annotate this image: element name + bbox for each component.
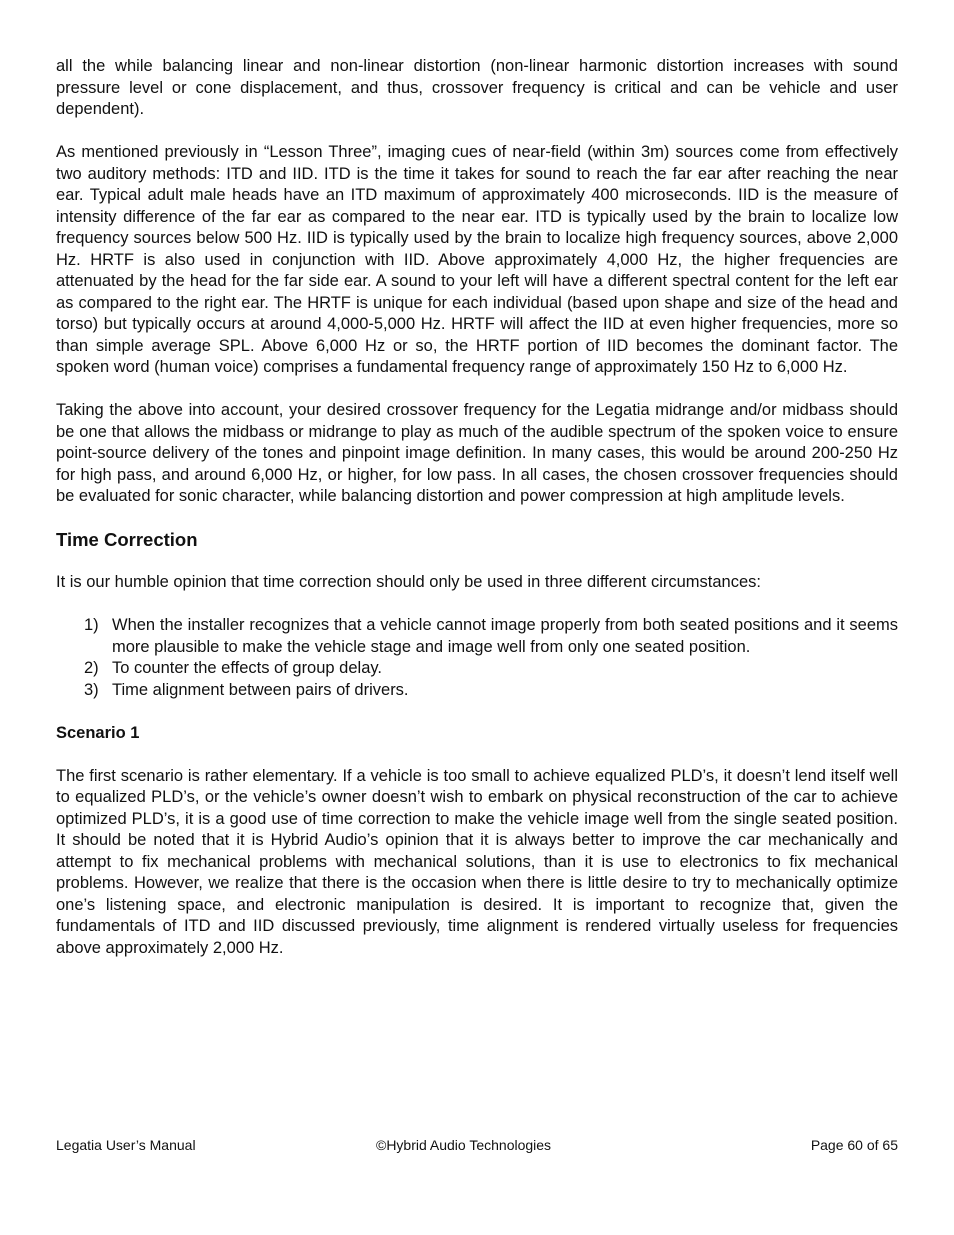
footer-copyright: ©Hybrid Audio Technologies [376, 1137, 552, 1153]
section-intro: It is our humble opinion that time correction should only be used in three different circumstances: [56, 573, 761, 591]
document-page [56, 56, 898, 981]
section-title: Time Correction [56, 529, 198, 550]
list-item-number: 1) [84, 616, 99, 634]
list-item [56, 615, 898, 658]
list-item-number: 2) [84, 659, 99, 677]
scenario-title: Scenario 1 [56, 723, 140, 742]
scenario-body: The first scenario is rather elementary. If a vehicle is too small to achieve equalized PLD’s, it doesn’t lend itself well to equalized PLD’s, or the vehicle’s owner doesn’t wish to embark on physical reconstruction of the car to achieve optimized PLD’s, it is a good use of time correction to make the vehicle image well from the single seated position. It should be noted that it is Hybrid Audio’s opinion that it is always better to improve the car mechanically and attempt to fix mechanical problems with mechanical solutions, than it is use to electronics to fix mechanical problems. However, we realize that there is the occasion when there is little desire to try to mechanically optimize one’s listening space, and electronic manipulation is desired. It is important to recognize that, given the fundamentals of ITD and IID discussed previously, time alignment is rendered virtually useless for frequencies above approximately 2,000 Hz. [56, 766, 898, 957]
paragraph-crossover: Taking the above into account, your desired crossover frequency for the Legatia midrange and/or midbass should be one that allows the midbass or midrange to play as much of the audible spectrum of the spoken voice to ensure point-source delivery of the tones and pinpoint image definition. In many cases, this would be around 200-250 Hz for high pass, and around 6,000 Hz, or higher, for low pass. In all cases, the chosen crossover frequencies should be evaluated for sonic character, while balancing distortion and power compression at high amplitude levels. [56, 401, 898, 505]
paragraph-distortion: all the while balancing linear and non-linear distortion (non-linear harmonic distortion increases with sound pressure level or cone displacement, and thus, crossover frequency is critical and can be vehicle and user dependent). [56, 57, 898, 118]
list-item-number: 3) [84, 680, 99, 699]
paragraph-imaging-cues: As mentioned previously in “Lesson Three”, imaging cues of near-field (within 3m) sources come from effectively two auditory methods: ITD and IID. ITD is the time it takes for sound to reach the far ear after reaching the near ear. Typical adult male heads have an ITD maximum of approximately 400 microseconds. IID is the measure of intensity difference of the far ear as compared to the near ear. ITD is typically used by the brain to localize low frequency sources below 500 Hz. IID is typically used by the brain to localize high frequency sources, above 2,000 Hz. HRTF is also used in conjunction with IID. Above approximately 4,000 Hz, the higher frequencies are attenuated by the head for the far side ear. A sound to your left will have a different spectral content for the left ear as compared to the right ear. The HRTF is unique for each individual (based upon shape and size of the head and torso) but typically occurs at around 4,000-5,000 Hz. HRTF will affect the IID at even higher frequencies, more so than simple average SPL. Above 6,000 Hz or so, the HRTF portion of IID becomes the dominant factor. The spoken word (human voice) comprises a fundamental frequency range of approximately 150 Hz to 6,000 Hz. [56, 143, 898, 376]
page-footer [56, 1136, 898, 1154]
footer-manual-title: Legatia User’s Manual [56, 1137, 196, 1153]
list-item-text: When the installer recognizes that a vehicle cannot image properly from both seated positions and it seems more plausible to make the vehicle stage and image well from only one seated position. [112, 616, 898, 656]
list-item-text: To counter the effects of group delay. [112, 659, 382, 677]
list-item [56, 680, 898, 702]
list-item-text: Time alignment between pairs of drivers. [112, 680, 409, 699]
footer-page-number: Page 60 of 65 [810, 1137, 898, 1153]
list-item [56, 658, 898, 680]
circumstances-list [56, 615, 898, 701]
